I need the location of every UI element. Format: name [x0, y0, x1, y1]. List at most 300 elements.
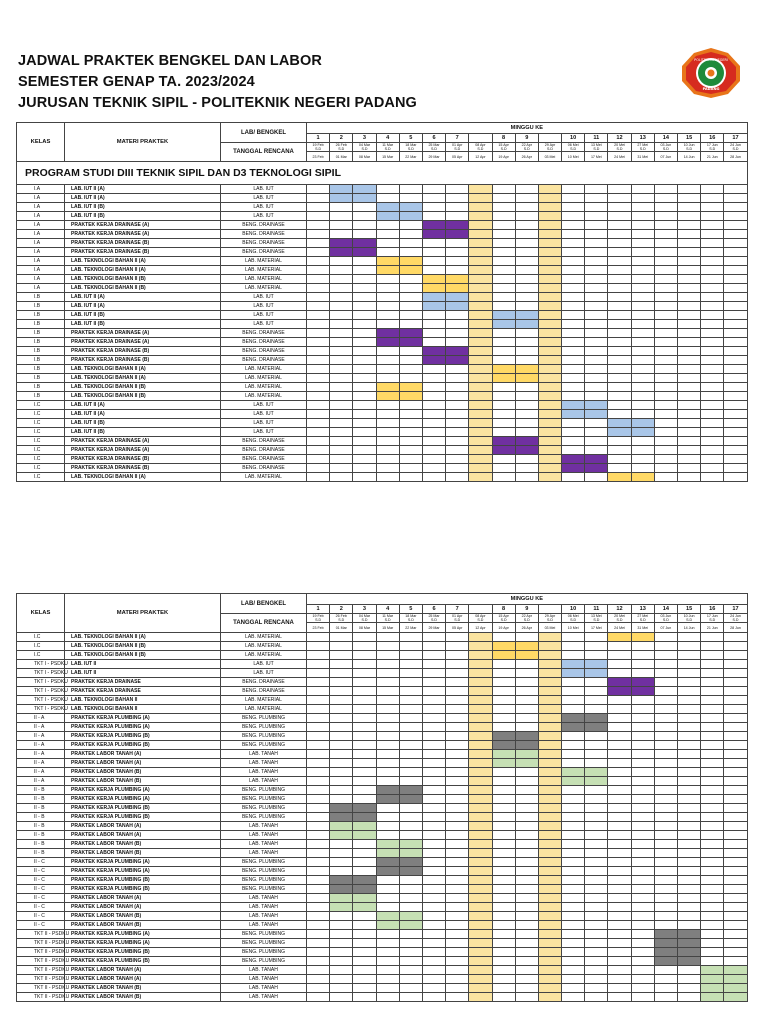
schedule-cell [399, 840, 422, 849]
week-number: 8 [492, 134, 515, 143]
start-date: 11 Mar [382, 143, 394, 147]
schedule-cell [654, 813, 677, 822]
schedule-cell [654, 320, 677, 329]
schedule-cell [585, 464, 608, 473]
schedule-cell [701, 993, 724, 1002]
schedule-cell [631, 257, 654, 266]
schedule-cell [353, 948, 376, 957]
week-start-date [446, 614, 469, 623]
section-title: PROGRAM STUDI DIII TEKNIK SIPIL DAN D3 TEKNOLOGI SIPIL [17, 162, 748, 185]
sd-label: S.D [616, 618, 623, 622]
schedule-cell [446, 948, 469, 957]
schedule-cell [492, 714, 515, 723]
schedule-cell [585, 660, 608, 669]
week-start-date [399, 143, 422, 152]
lab-cell: BENG. PLUMBING [221, 939, 307, 948]
schedule-cell [469, 903, 492, 912]
schedule-cell [492, 221, 515, 230]
table-row [17, 221, 748, 230]
schedule-cell [446, 410, 469, 419]
schedule-cell [631, 203, 654, 212]
schedule-cell [631, 392, 654, 401]
column-header-materi: MATERI PRAKTEK [65, 123, 221, 162]
schedule-cell [446, 320, 469, 329]
kelas-cell: I.C [17, 651, 65, 660]
schedule-cell [515, 732, 538, 741]
schedule-cell [585, 858, 608, 867]
schedule-cell [492, 275, 515, 284]
week-start-date [446, 143, 469, 152]
schedule-cell [538, 903, 561, 912]
lab-cell: LAB. IUT [221, 401, 307, 410]
schedule-cell [515, 212, 538, 221]
schedule-cell [330, 840, 353, 849]
table-row [17, 212, 748, 221]
schedule-cell [376, 813, 399, 822]
schedule-cell [562, 975, 585, 984]
schedule-cell [608, 239, 631, 248]
schedule-cell [724, 723, 747, 732]
schedule-cell [724, 329, 747, 338]
document-title [18, 51, 417, 114]
schedule-cell [307, 338, 330, 347]
schedule-cell [562, 777, 585, 786]
schedule-cell [376, 903, 399, 912]
schedule-cell [399, 203, 422, 212]
table-row [17, 984, 748, 993]
schedule-cell [492, 320, 515, 329]
schedule-cell [353, 419, 376, 428]
week-end-date: 14 Jun [678, 623, 701, 633]
kelas-cell: TKT I - PSDKU [17, 687, 65, 696]
schedule-cell [654, 446, 677, 455]
schedule-cell [469, 401, 492, 410]
schedule-cell [376, 957, 399, 966]
schedule-cell [631, 365, 654, 374]
schedule-cell [678, 275, 701, 284]
schedule-cell [562, 885, 585, 894]
schedule-cell [562, 392, 585, 401]
week-end-date: 01 Mar [330, 623, 353, 633]
schedule-cell [515, 419, 538, 428]
schedule-cell [399, 687, 422, 696]
schedule-cell [701, 741, 724, 750]
lab-cell: LAB. MATERIAL [221, 642, 307, 651]
schedule-cell [399, 320, 422, 329]
schedule-cell [376, 786, 399, 795]
schedule-cell [307, 473, 330, 482]
schedule-cell [608, 993, 631, 1002]
schedule-cell [654, 957, 677, 966]
week-number: 17 [724, 134, 747, 143]
schedule-cell [631, 642, 654, 651]
schedule-cell [469, 365, 492, 374]
schedule-cell [330, 266, 353, 275]
schedule-cell [492, 410, 515, 419]
schedule-cell [724, 293, 747, 302]
sd-label: S.D [338, 618, 345, 622]
kelas-cell: I.B [17, 347, 65, 356]
schedule-cell [353, 230, 376, 239]
schedule-cell [538, 984, 561, 993]
schedule-cell [353, 185, 376, 194]
schedule-cell [376, 302, 399, 311]
schedule-cell [446, 678, 469, 687]
schedule-cell [330, 419, 353, 428]
schedule-cell [330, 831, 353, 840]
lab-cell: LAB. TANAH [221, 966, 307, 975]
title-line-2: SEMESTER GENAP TA. 2023/2024 [18, 74, 255, 90]
schedule-cell [330, 678, 353, 687]
sd-label: S.D [662, 618, 669, 622]
start-date: 19 Feb [312, 614, 324, 618]
schedule-cell [515, 302, 538, 311]
schedule-cell [678, 894, 701, 903]
schedule-cell [330, 705, 353, 714]
schedule-cell [422, 723, 445, 732]
week-start-date [399, 614, 422, 623]
schedule-cell [446, 885, 469, 894]
sd-label: S.D [570, 618, 577, 622]
schedule-cell [446, 266, 469, 275]
week-start-date [724, 143, 747, 152]
schedule-cell [608, 894, 631, 903]
schedule-cell [492, 840, 515, 849]
schedule-cell [678, 921, 701, 930]
schedule-cell [538, 239, 561, 248]
schedule-cell [724, 230, 747, 239]
schedule-cell [701, 939, 724, 948]
schedule-cell [654, 284, 677, 293]
schedule-cell [538, 347, 561, 356]
kelas-cell: II - A [17, 759, 65, 768]
schedule-cell [654, 293, 677, 302]
table-row [17, 311, 748, 320]
start-date: 04 Mar [358, 143, 371, 147]
schedule-cell [585, 275, 608, 284]
schedule-cell [376, 759, 399, 768]
week-start-date [376, 614, 399, 623]
week-end-date: 19 Apr [492, 152, 515, 162]
schedule-cell [654, 696, 677, 705]
schedule-cell [585, 455, 608, 464]
kelas-cell: TKT I - PSDKU [17, 705, 65, 714]
schedule-cell [562, 257, 585, 266]
schedule-cell [492, 338, 515, 347]
schedule-cell [399, 741, 422, 750]
schedule-cell [678, 329, 701, 338]
schedule-cell [678, 903, 701, 912]
schedule-cell [353, 374, 376, 383]
schedule-cell [376, 374, 399, 383]
schedule-cell [376, 185, 399, 194]
schedule-cell [469, 993, 492, 1002]
week-start-date [422, 614, 445, 623]
week-start-date [562, 143, 585, 152]
schedule-cell [469, 750, 492, 759]
schedule-cell [469, 948, 492, 957]
week-start-date [422, 143, 445, 152]
schedule-cell [538, 966, 561, 975]
schedule-cell [585, 221, 608, 230]
schedule-cell [492, 822, 515, 831]
schedule-cell [678, 446, 701, 455]
schedule-cell [515, 338, 538, 347]
schedule-cell [330, 687, 353, 696]
schedule-cell [446, 212, 469, 221]
schedule-cell [376, 705, 399, 714]
schedule-table-page-2 [16, 593, 745, 1002]
schedule-cell [399, 714, 422, 723]
schedule-cell [492, 437, 515, 446]
schedule-cell [538, 759, 561, 768]
schedule-cell [446, 993, 469, 1002]
schedule-cell [399, 401, 422, 410]
schedule-cell [469, 248, 492, 257]
schedule-cell [701, 633, 724, 642]
schedule-cell [631, 858, 654, 867]
schedule-cell [678, 714, 701, 723]
schedule-cell [701, 302, 724, 311]
lab-cell: LAB. MATERIAL [221, 651, 307, 660]
lab-cell: LAB. MATERIAL [221, 473, 307, 482]
schedule-cell [538, 939, 561, 948]
schedule-cell [724, 473, 747, 482]
sd-label: S.D [593, 147, 600, 151]
schedule-cell [562, 939, 585, 948]
schedule-cell [492, 365, 515, 374]
table-row [17, 275, 748, 284]
schedule-cell [538, 329, 561, 338]
table-row [17, 374, 748, 383]
schedule-cell [515, 410, 538, 419]
schedule-cell [307, 957, 330, 966]
schedule-cell [608, 903, 631, 912]
schedule-cell [724, 948, 747, 957]
kelas-cell: II - C [17, 912, 65, 921]
schedule-cell [724, 849, 747, 858]
kelas-cell: II - B [17, 813, 65, 822]
schedule-cell [330, 939, 353, 948]
schedule-cell [492, 311, 515, 320]
schedule-cell [701, 966, 724, 975]
schedule-cell [724, 894, 747, 903]
schedule-cell [585, 446, 608, 455]
week-end-date: 03 Mei [538, 152, 561, 162]
schedule-cell [515, 329, 538, 338]
schedule-cell [538, 212, 561, 221]
schedule-cell [515, 651, 538, 660]
schedule-cell [631, 410, 654, 419]
schedule-cell [446, 831, 469, 840]
schedule-cell [376, 284, 399, 293]
schedule-cell [562, 311, 585, 320]
kelas-cell: TKT II - PSDKU [17, 948, 65, 957]
week-number: 10 [562, 605, 585, 614]
schedule-cell [538, 786, 561, 795]
schedule-cell [353, 365, 376, 374]
schedule-cell [678, 203, 701, 212]
week-end-date: 26 Apr [515, 623, 538, 633]
schedule-cell [330, 230, 353, 239]
schedule-cell [562, 365, 585, 374]
schedule-cell [678, 849, 701, 858]
schedule-cell [446, 921, 469, 930]
schedule-cell [562, 633, 585, 642]
schedule-cell [492, 912, 515, 921]
schedule-cell [492, 266, 515, 275]
schedule-cell [562, 230, 585, 239]
schedule-cell [562, 203, 585, 212]
week-number: 9 [515, 134, 538, 143]
schedule-cell [538, 275, 561, 284]
schedule-cell [399, 437, 422, 446]
schedule-cell [538, 383, 561, 392]
schedule-cell [446, 338, 469, 347]
schedule-cell [446, 239, 469, 248]
schedule-cell [399, 383, 422, 392]
schedule-cell [492, 642, 515, 651]
schedule-cell [376, 795, 399, 804]
table-row [17, 840, 748, 849]
schedule-cell [654, 930, 677, 939]
schedule-cell [353, 714, 376, 723]
schedule-cell [562, 786, 585, 795]
schedule-cell [330, 356, 353, 365]
schedule-cell [515, 921, 538, 930]
schedule-cell [492, 203, 515, 212]
schedule-cell [701, 894, 724, 903]
schedule-cell [399, 903, 422, 912]
materi-cell: PRAKTEK KERJA PLUMBING (B) [65, 732, 221, 741]
lab-cell: BENG. DRAINASE [221, 687, 307, 696]
schedule-cell [376, 642, 399, 651]
schedule-cell [515, 903, 538, 912]
schedule-cell [654, 230, 677, 239]
schedule-cell [654, 633, 677, 642]
schedule-cell [307, 948, 330, 957]
schedule-cell [492, 660, 515, 669]
schedule-cell [492, 687, 515, 696]
schedule-cell [399, 284, 422, 293]
schedule-cell [353, 777, 376, 786]
schedule-cell [399, 293, 422, 302]
schedule-cell [399, 912, 422, 921]
schedule-cell [422, 230, 445, 239]
kelas-cell: TKT II - PSDKU [17, 975, 65, 984]
schedule-cell [307, 705, 330, 714]
table-row [17, 338, 748, 347]
schedule-cell [538, 867, 561, 876]
schedule-cell [515, 975, 538, 984]
schedule-cell [654, 678, 677, 687]
schedule-cell [538, 696, 561, 705]
schedule-cell [376, 768, 399, 777]
schedule-cell [353, 732, 376, 741]
materi-cell: PRAKTEK KERJA DRAINASE (A) [65, 446, 221, 455]
schedule-cell [585, 212, 608, 221]
schedule-cell [446, 741, 469, 750]
schedule-cell [608, 248, 631, 257]
schedule-cell [353, 410, 376, 419]
schedule-cell [654, 347, 677, 356]
schedule-cell [654, 239, 677, 248]
schedule-cell [538, 194, 561, 203]
schedule-cell [399, 777, 422, 786]
schedule-cell [631, 804, 654, 813]
table-row [17, 966, 748, 975]
schedule-cell [330, 984, 353, 993]
schedule-cell [492, 903, 515, 912]
schedule-cell [353, 813, 376, 822]
schedule-cell [492, 939, 515, 948]
schedule-cell [307, 723, 330, 732]
materi-cell: PRAKTEK KERJA PLUMBING (A) [65, 714, 221, 723]
schedule-cell [515, 669, 538, 678]
schedule-cell [492, 633, 515, 642]
schedule-cell [422, 347, 445, 356]
week-number: 1 [307, 134, 330, 143]
schedule-cell [608, 365, 631, 374]
schedule-cell [631, 912, 654, 921]
schedule-cell [353, 338, 376, 347]
schedule-cell [724, 320, 747, 329]
schedule-cell [307, 446, 330, 455]
schedule-cell [678, 374, 701, 383]
schedule-cell [307, 419, 330, 428]
schedule-cell [585, 633, 608, 642]
table-row [17, 975, 748, 984]
schedule-cell [678, 221, 701, 230]
schedule-cell [538, 750, 561, 759]
schedule-cell [353, 383, 376, 392]
table-row [17, 939, 748, 948]
schedule-cell [701, 419, 724, 428]
lab-cell: BENG. DRAINASE [221, 678, 307, 687]
schedule-cell [562, 642, 585, 651]
kelas-cell: I.B [17, 365, 65, 374]
schedule-cell [492, 858, 515, 867]
week-number: 2 [330, 134, 353, 143]
schedule-cell [654, 993, 677, 1002]
schedule-cell [678, 212, 701, 221]
schedule-cell [724, 660, 747, 669]
lab-cell: BENG. PLUMBING [221, 723, 307, 732]
week-number: 7 [446, 605, 469, 614]
schedule-cell [353, 975, 376, 984]
schedule-cell [654, 266, 677, 275]
schedule-cell [585, 392, 608, 401]
schedule-cell [376, 831, 399, 840]
schedule-cell [678, 185, 701, 194]
schedule-cell [608, 867, 631, 876]
schedule-cell [353, 266, 376, 275]
lab-cell: LAB. IUT [221, 293, 307, 302]
schedule-cell [353, 347, 376, 356]
schedule-cell [492, 678, 515, 687]
kelas-cell: II - B [17, 822, 65, 831]
schedule-cell [701, 660, 724, 669]
week-number: 13 [631, 605, 654, 614]
schedule-cell [399, 365, 422, 374]
schedule-cell [538, 302, 561, 311]
schedule-cell [631, 302, 654, 311]
schedule-cell [562, 795, 585, 804]
schedule-cell [585, 750, 608, 759]
schedule-cell [585, 921, 608, 930]
schedule-cell [562, 221, 585, 230]
schedule-cell [678, 759, 701, 768]
